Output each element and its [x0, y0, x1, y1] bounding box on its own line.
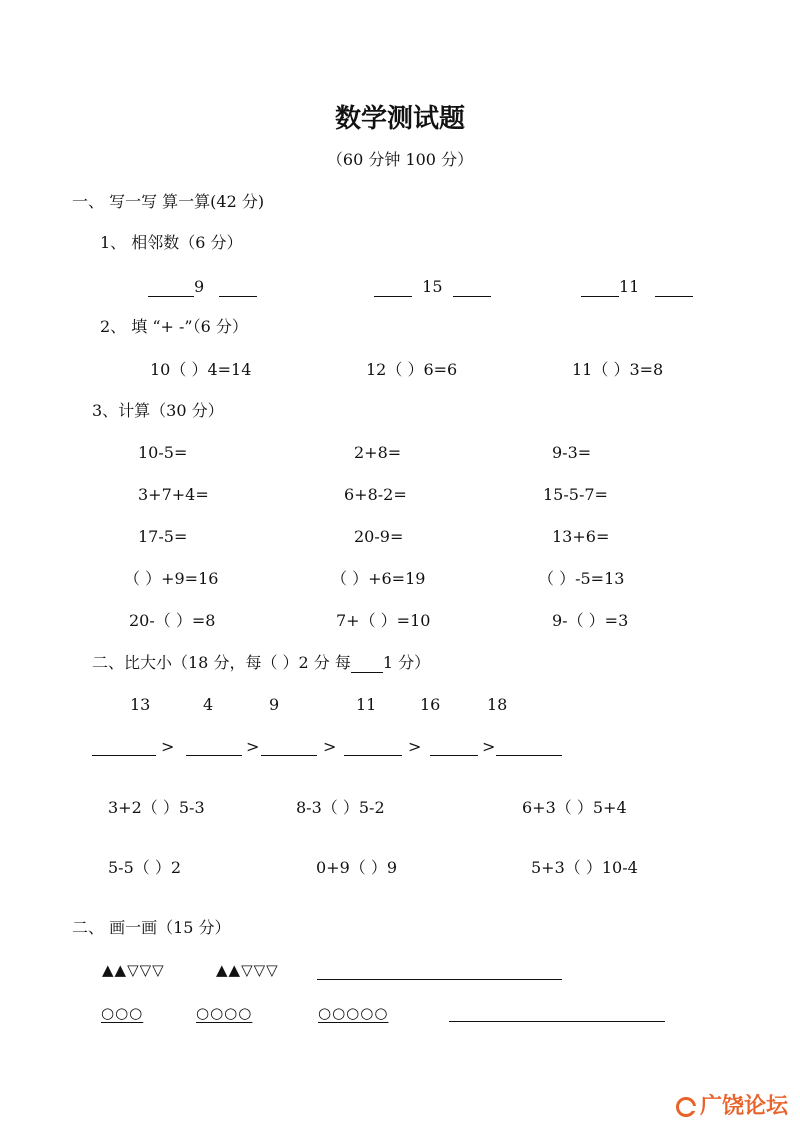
compare-number: 9	[269, 695, 280, 714]
greater-than-sign: >	[408, 737, 422, 756]
neighbor-item-1: 9	[148, 277, 257, 297]
calc-item[interactable]: 7+（ ）=10	[336, 611, 431, 630]
triangle-pattern: ▲▲▽▽▽	[216, 961, 279, 979]
triangle-pattern: ▲▲▽▽▽	[102, 961, 165, 979]
order-blank[interactable]	[261, 755, 317, 756]
q2-heading: 2、 填 “+ -”（6 分）	[100, 317, 248, 336]
calc-item[interactable]: 2+8=	[354, 443, 402, 462]
drawing-line[interactable]	[449, 1021, 665, 1022]
neighbor-item-3: 11	[581, 277, 693, 297]
calc-item[interactable]: （ ）-5=13	[538, 569, 625, 588]
answer-blank[interactable]	[374, 280, 412, 297]
calc-item[interactable]: 13+6=	[552, 527, 610, 546]
order-blank[interactable]	[186, 755, 242, 756]
calc-item[interactable]: 3+7+4=	[138, 485, 209, 504]
q1-heading: 1、 相邻数（6 分）	[100, 233, 243, 252]
compare-item[interactable]: 8-3（ ）5-2	[296, 798, 385, 817]
calc-item[interactable]: 9-（ ）=3	[552, 611, 629, 630]
calc-item[interactable]: （ ）+6=19	[331, 569, 426, 588]
calc-item[interactable]: （ ）+9=16	[124, 569, 219, 588]
section2-heading: 二、 画一画（15 分）	[72, 918, 231, 937]
order-blank[interactable]	[496, 755, 562, 756]
calc-item[interactable]: 20-9=	[354, 527, 404, 546]
sign-item-3[interactable]: 11（ ）3=8	[572, 360, 664, 379]
circle-group: ○○○	[101, 1004, 144, 1022]
greater-than-sign: >	[482, 737, 496, 756]
compare-item[interactable]: 6+3（ ）5+4	[522, 798, 627, 817]
logo-icon	[676, 1097, 696, 1117]
order-blank[interactable]	[430, 755, 478, 756]
compare-number: 18	[487, 695, 508, 714]
calc-item[interactable]: 20-（ ）=8	[129, 611, 216, 630]
neighbor-item-2: 15	[374, 277, 491, 297]
compare-item[interactable]: 3+2（ ）5-3	[108, 798, 205, 817]
circle-group: ○○○○○	[318, 1004, 389, 1022]
greater-than-sign: >	[246, 737, 260, 756]
answer-blank[interactable]	[148, 280, 194, 297]
section1-heading: 一、 写一写 算一算(42 分)	[72, 192, 265, 211]
drawing-line[interactable]	[317, 979, 562, 980]
page-subtitle: （60 分钟 100 分）	[326, 150, 474, 169]
order-blank[interactable]	[344, 755, 402, 756]
compare-item[interactable]: 5-5（ ）2	[108, 858, 182, 877]
compare-number: 11	[356, 695, 377, 714]
compare-number: 16	[420, 695, 441, 714]
watermark-logo	[676, 1094, 788, 1119]
answer-blank[interactable]	[219, 280, 257, 297]
sign-item-1[interactable]: 10（ ）4=14	[150, 360, 252, 379]
calc-item[interactable]: 15-5-7=	[543, 485, 608, 504]
calc-item[interactable]: 10-5=	[138, 443, 188, 462]
q3-heading: 3、计算（30 分）	[92, 401, 224, 420]
compare-item[interactable]: 0+9（ ）9	[316, 858, 398, 877]
answer-blank[interactable]	[453, 280, 491, 297]
order-blank[interactable]	[92, 755, 156, 756]
calc-item[interactable]: 9-3=	[552, 443, 592, 462]
page-title: 数学测试题	[334, 104, 465, 134]
watermark-text: 广饶论坛	[699, 1094, 788, 1119]
greater-than-sign: >	[161, 737, 175, 756]
compare-item[interactable]: 5+3（ ）10-4	[531, 858, 638, 877]
answer-blank[interactable]	[655, 280, 693, 297]
sign-item-2[interactable]: 12（ ）6=6	[366, 360, 458, 379]
calc-item[interactable]: 17-5=	[138, 527, 188, 546]
calc-item[interactable]: 6+8-2=	[344, 485, 407, 504]
answer-blank[interactable]	[581, 280, 619, 297]
compare-heading: 二、比大小（18 分，每（ ）2 分 每 1 分）	[92, 653, 431, 672]
compare-number: 13	[130, 695, 151, 714]
circle-group: ○○○○	[196, 1004, 253, 1022]
greater-than-sign: >	[323, 737, 337, 756]
compare-number: 4	[203, 695, 214, 714]
